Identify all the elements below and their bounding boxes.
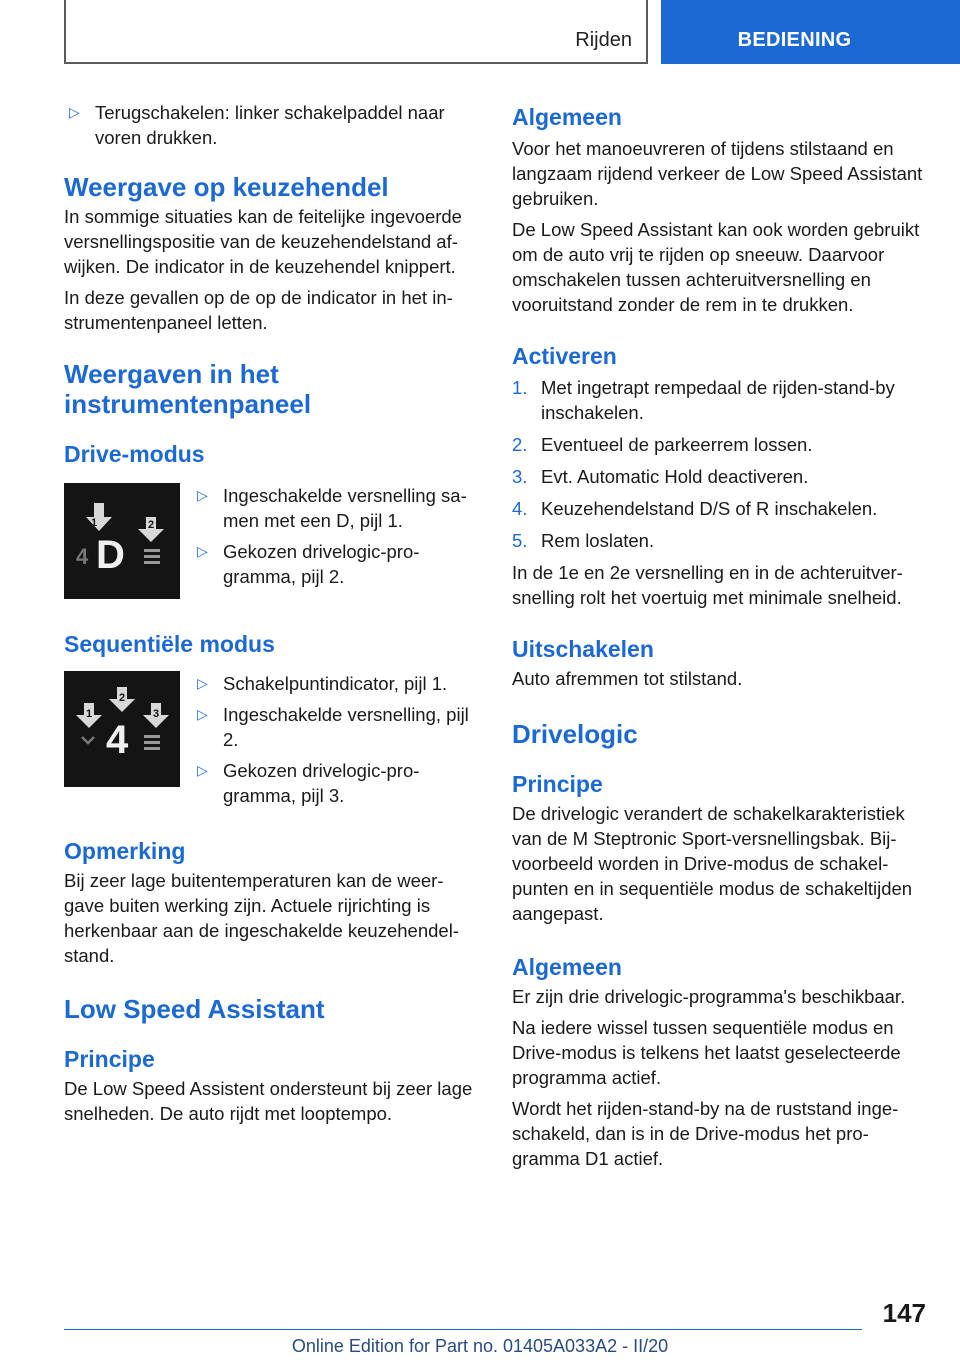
- drive-mode-figure-row: [64, 483, 476, 599]
- arrow-2-label: 2: [118, 692, 126, 704]
- paragraph: Bij zeer lage buitentemperaturen kan de weergave buiten werking zijn. Actuele rijrichting is herkenbaar aan de ingeschakelde keuzehendelstand.: [64, 870, 459, 966]
- step-number: 5.: [512, 530, 528, 551]
- section-heading: Drivelogic: [512, 719, 638, 749]
- step-text: Evt. Automatic Hold deactiveren.: [541, 466, 809, 487]
- header-tab[interactable]: [661, 0, 960, 64]
- arrow-1-label: 1: [90, 517, 98, 529]
- list-item-text: Gekozen drivelogic-programma, pijl 2.: [223, 541, 420, 587]
- footer-edition: Online Edition for Part no. 01405A033A2 - II/20: [291, 1336, 669, 1356]
- paragraph: In sommige situaties kan de feitelijke ingevoerde versnellingspositie van de keuzehendelstand afwijken. De indicator in de keuzehendel knippert.: [64, 206, 462, 277]
- list-item: [64, 100, 476, 150]
- subsection-heading: Principe: [64, 1046, 155, 1072]
- footer-divider: [64, 1329, 862, 1330]
- list-item-text: Ingeschakelde versnelling samen met een D, pijl 1.: [223, 485, 467, 531]
- paragraph: Voor het manoeuvreren of tijdens stilstaand en langzaam rijdend verkeer de Low Speed Assistant gebruiken.: [512, 138, 923, 209]
- section-heading: Weergave op keuzehendel: [64, 172, 389, 202]
- subsection-heading: Algemeen: [512, 104, 622, 130]
- list-item: [192, 539, 476, 589]
- header-section-label: Rijden: [575, 29, 632, 51]
- paragraph: De Low Speed Assistant kan ook worden gebruikt om de auto vrij te rijden op sneeuw. Daarvoor omschakelen tussen achteruitversnelling en vooruitstand zonder de rem in te drukken.: [512, 219, 920, 315]
- step-text: Keuzehendelstand D/S of R inschakelen.: [541, 498, 878, 519]
- step-number: 3.: [512, 466, 528, 487]
- paragraph: In deze gevallen op de op de indicator in het instrumentenpaneel letten.: [64, 287, 453, 333]
- triangle-right-icon: ▷: [197, 706, 208, 722]
- left-column: [64, 100, 476, 1132]
- drive-mode-display-image: [64, 483, 180, 599]
- step-item: [512, 375, 930, 425]
- step-number: 1.: [512, 377, 528, 398]
- gear-indicator: 4: [106, 718, 129, 762]
- paragraph: Na iedere wissel tussen sequentiële modus en Drive-modus is telkens het laatst geselecteerde programma actief.: [512, 1017, 901, 1088]
- subsection-heading: Principe: [512, 771, 603, 797]
- triangle-right-icon: ▷: [197, 487, 208, 503]
- subsection-heading: Drive-modus: [64, 441, 205, 467]
- lower-gear-label: 4: [76, 544, 89, 569]
- step-item: [512, 496, 930, 521]
- triangle-right-icon: ▷: [197, 762, 208, 778]
- list-item: [192, 483, 476, 533]
- triangle-right-icon: ▷: [197, 543, 208, 559]
- header-tab-label: BEDIENING: [737, 29, 852, 51]
- page-number: 147: [882, 1298, 926, 1328]
- section-heading: Weergaven in het instrumentenpaneel: [64, 359, 312, 419]
- header-section-box: [64, 0, 648, 64]
- drive-mode-bullets: [192, 483, 476, 599]
- subsection-heading: Activeren: [512, 343, 617, 369]
- subsection-heading: Uitschakelen: [512, 636, 654, 662]
- subsection-heading: Sequentiële modus: [64, 631, 275, 657]
- step-item: [512, 432, 930, 457]
- list-item: [192, 758, 476, 808]
- subsection-heading: Algemeen: [512, 954, 622, 980]
- paragraph: De Low Speed Assistent ondersteunt bij zeer lage snelheden. De auto rijdt met looptempo.: [64, 1078, 473, 1124]
- step-text: Rem loslaten.: [541, 530, 655, 551]
- step-number: 4.: [512, 498, 528, 519]
- step-item: [512, 464, 930, 489]
- step-text: Met ingetrapt rempedaal de rijden-stand-by inschakelen.: [541, 377, 895, 423]
- gear-indicator: D: [96, 533, 125, 577]
- list-item-text: Schakelpuntindicator, pijl 1.: [223, 673, 448, 694]
- arrow-1-label: 1: [85, 708, 93, 720]
- step-text: Eventueel de parkeerrem lossen.: [541, 434, 813, 455]
- subsection-heading: Opmerking: [64, 838, 186, 864]
- list-item-text: Terugschakelen: linker schakelpaddel naar voren drukken.: [95, 102, 445, 148]
- list-item-text: Gekozen drivelogic-programma, pijl 3.: [223, 760, 420, 806]
- steps-list: [512, 375, 930, 553]
- sequential-mode-bullets: [192, 671, 476, 814]
- paragraph: Wordt het rijden-stand-by na de ruststand ingeschakeld, dan is in de Drive-modus het programma D1 actief.: [512, 1098, 899, 1169]
- list-item: [192, 671, 476, 696]
- triangle-right-icon: ▷: [69, 104, 80, 120]
- list-item-text: Ingeschakelde versnelling, pijl 2.: [223, 704, 469, 750]
- list-item: [192, 702, 476, 752]
- section-heading: Low Speed Assistant: [64, 994, 325, 1024]
- paragraph: Auto afremmen tot stilstand.: [512, 668, 743, 689]
- step-number: 2.: [512, 434, 528, 455]
- sequential-mode-figure-row: [64, 671, 476, 814]
- arrow-3-label: 3: [152, 708, 160, 720]
- paragraph: De drivelogic verandert de schakelkarakteristiek van de M Steptronic Sport-versnellingsbak. Bijvoorbeeld worden in Drive-modus de schakelpunten en in sequentiële modus de schakeltijden aangepast.: [512, 803, 913, 924]
- step-item: [512, 528, 930, 553]
- paragraph: In de 1e en 2e versnelling en in de achteruitversnelling rolt het voertuig met minimale snelheid.: [512, 562, 903, 608]
- sequential-mode-display-image: [64, 671, 180, 787]
- paragraph: Er zijn drie drivelogic-programma's beschikbaar.: [512, 986, 906, 1007]
- arrow-2-label: 2: [147, 519, 155, 531]
- right-column: [512, 102, 930, 1177]
- triangle-right-icon: ▷: [197, 675, 208, 691]
